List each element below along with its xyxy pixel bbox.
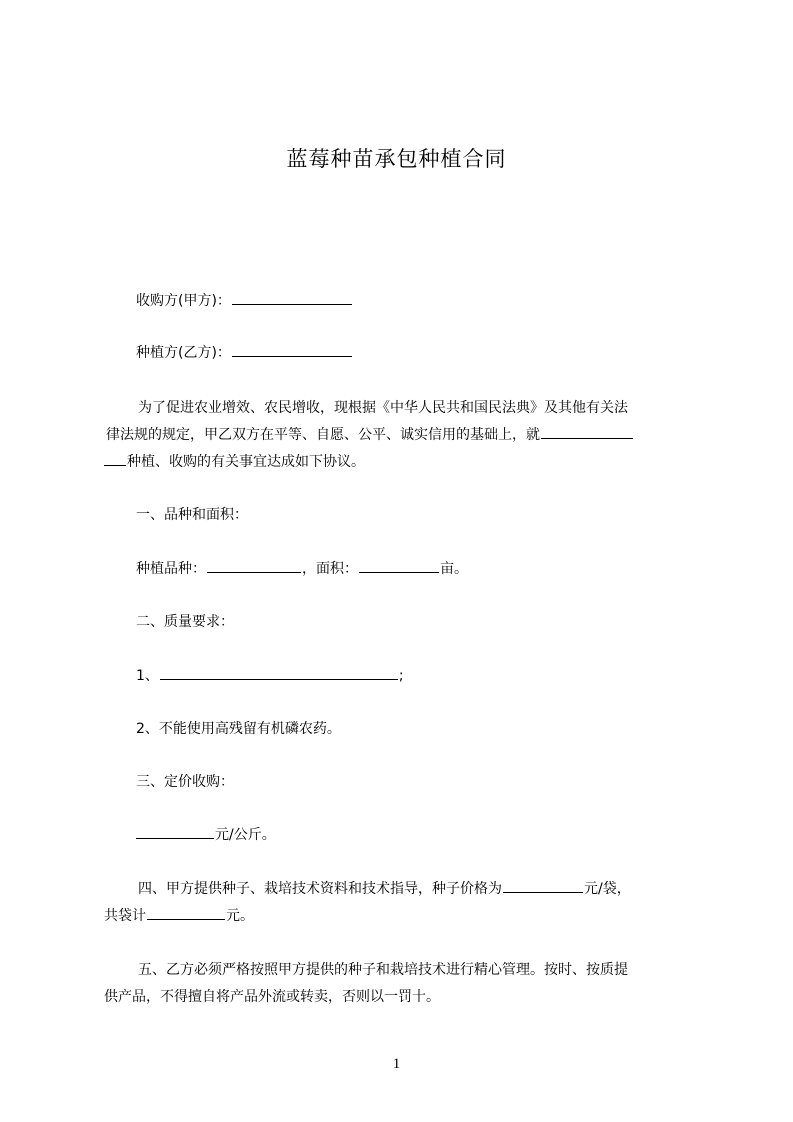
section5-line-2: 供产品，不得擅自将产品外流或转卖，否则以一罚十。 <box>104 989 440 1005</box>
price-unit: 元/公斤。 <box>215 827 276 843</box>
intro-line-3 <box>104 452 365 472</box>
seed-price-blank[interactable] <box>503 879 583 893</box>
buyer-label: 收购方(甲方)： <box>136 293 231 309</box>
area-blank[interactable] <box>359 559 439 573</box>
grower-blank[interactable] <box>232 343 352 357</box>
section2-heading: 二、质量要求： <box>136 614 234 630</box>
section5-line-1: 五、乙方必须严格按照甲方提供的种子和栽培技术进行精心管理。按时、按质提 <box>138 962 628 978</box>
intro-text-2: 律法规的规定，甲乙双方在平等、自愿、公平、诚实信用的基础上，就 <box>106 427 540 443</box>
subject-blank[interactable] <box>541 425 633 439</box>
buyer-blank[interactable] <box>232 291 352 305</box>
price-line <box>136 825 276 845</box>
document-title: 蓝莓种苗承包种植合同 <box>286 147 507 171</box>
variety-blank[interactable] <box>207 559 301 573</box>
intro-line-1: 为了促进农业增效、农民增收，现根据《中华人民共和国民法典》及其他有关法 <box>138 400 628 416</box>
section4-line-1 <box>138 879 631 899</box>
variety-line <box>136 559 468 579</box>
section4-text-3: 元。 <box>226 908 254 924</box>
subject-blank-continued[interactable] <box>104 452 126 466</box>
grower-label: 种植方(乙方)： <box>136 345 231 361</box>
variety-label: 种植品种： <box>136 561 206 577</box>
quality-item-2: 2、不能使用高残留有机磷农药。 <box>136 721 341 737</box>
price-blank[interactable] <box>136 825 214 839</box>
quality-item-1-prefix: 1、 <box>136 668 159 684</box>
grower-line <box>136 343 353 363</box>
bag-total-blank[interactable] <box>147 906 225 920</box>
section1-heading: 一、品种和面积： <box>136 507 248 523</box>
section4-text-2: 共袋计 <box>104 908 146 924</box>
section3-heading: 三、定价收购： <box>136 774 234 790</box>
quality-item-1 <box>136 666 404 686</box>
buyer-line <box>136 291 353 311</box>
page-number: 1 <box>392 1056 401 1072</box>
seed-price-unit: 元/袋， <box>584 881 631 897</box>
area-unit: 亩。 <box>440 561 468 577</box>
section4-line-2 <box>104 906 254 926</box>
area-label: ，面积： <box>302 561 358 577</box>
intro-line-2 <box>106 425 634 445</box>
quality-item-1-blank[interactable] <box>160 666 398 680</box>
quality-item-1-suffix: ; <box>398 668 404 684</box>
section4-text-1: 四、甲方提供种子、栽培技术资料和技术指导，种子价格为 <box>138 881 502 897</box>
intro-text-3: 种植、收购的有关事宜达成如下协议。 <box>127 454 365 470</box>
